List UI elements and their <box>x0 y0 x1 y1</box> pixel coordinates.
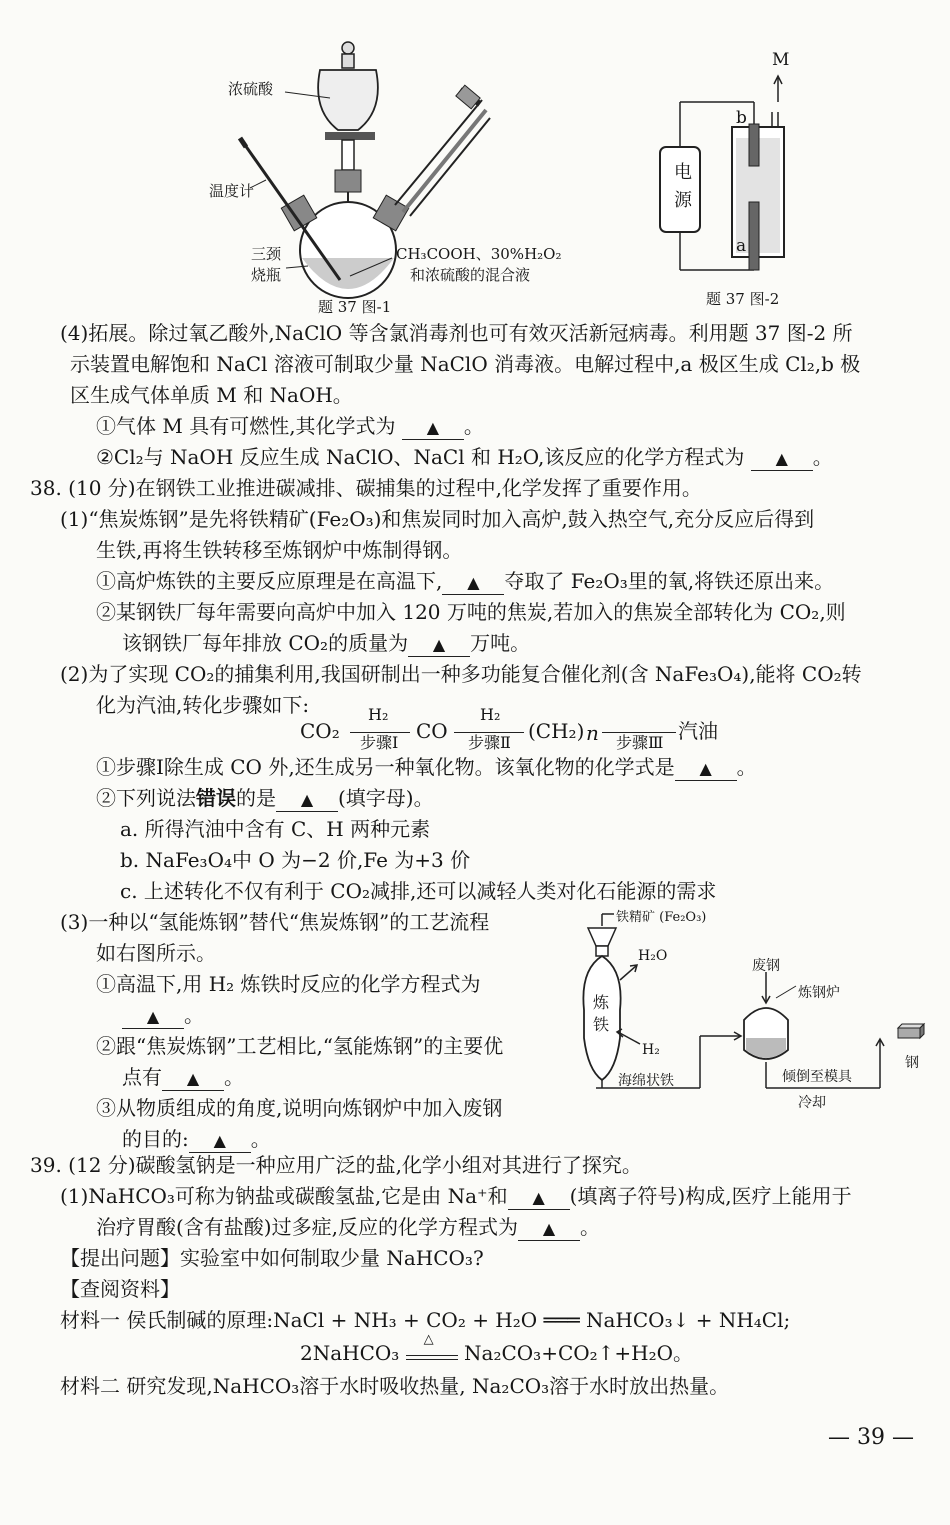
flow-label-scrap: 废钢 <box>752 958 780 974</box>
fig1-label-flask-2: 烧瓶 <box>251 266 282 284</box>
eq-heat-sign <box>406 1332 458 1360</box>
flow-label-h2o: H₂O <box>638 948 668 964</box>
answer-blank[interactable] <box>408 632 470 657</box>
scheme-co2: CO₂ <box>300 719 340 743</box>
scheme-h2-a: H₂ <box>368 705 389 724</box>
q39-question: 【提出问题】实验室中如何制取少量 NaHCO₃? <box>60 1246 484 1270</box>
q39-p1-a: (1)NaHCO₃可称为钠盐或碳酸氢盐,它是由 Na⁺和 <box>60 1184 508 1208</box>
fig2-label-power-1: 电 <box>674 162 692 183</box>
flow-label-sponge-iron: 海绵状铁 <box>618 1073 674 1089</box>
q38-p3-q3: ③从物质组成的角度,说明向炼钢炉中加入废钢 <box>96 1096 503 1120</box>
q38-option-c: c. 上述转化不仅有利于 CO₂减排,还可以减轻人类对化石能源的需求 <box>120 879 717 903</box>
q38-p3-q3-line-2: 的目的: ▲ 。 <box>122 1127 271 1151</box>
q37-4-q2: ②Cl₂与 NaOH 反应生成 NaClO、NaCl 和 H₂O,该反应的化学方程式为 ▲ 。 <box>96 445 833 469</box>
q38-p1-q2: ②某钢铁厂每年需要向高炉中加入 120 万吨的焦炭,若加入的焦炭全部转化为 CO₂,则 <box>96 600 846 624</box>
fig2-label-a: a <box>736 236 747 256</box>
answer-blank[interactable] <box>751 446 813 471</box>
q38-p1-q1-a: ①高炉炼铁的主要反应原理是在高温下, <box>96 569 443 593</box>
delta-icon: △ <box>423 1332 434 1347</box>
flow-label-cool: 冷却 <box>798 1095 826 1111</box>
q39-material-1: 材料一 侯氏制碱的原理:NaCl + NH₃ + CO₂ + H₂O ═══ NaHCO₃↓ + NH₄Cl; <box>60 1308 791 1332</box>
fig1-label-flask-1: 三颈 <box>251 245 282 263</box>
triangle-icon: ▲ <box>432 635 446 654</box>
q38-p2-q1-text: ①步骤Ⅰ除生成 CO 外,还生成另一种氧化物。该氧化物的化学式是 <box>96 755 675 779</box>
answer-blank[interactable] <box>442 570 504 595</box>
scheme-step-1: 步骤Ⅰ <box>360 733 399 752</box>
q37-4-line-3: 区生成气体单质 M 和 NaOH。 <box>70 383 353 407</box>
q39-reference-heading: 【查阅资料】 <box>60 1277 180 1301</box>
q38-p2-q2-c: 的是 <box>236 786 276 810</box>
scheme-step-3: 步骤Ⅲ <box>616 733 664 752</box>
fig2-label-power-2: 源 <box>674 190 692 211</box>
triangle-icon: ▲ <box>542 1219 556 1238</box>
answer-blank[interactable] <box>675 756 737 781</box>
eq-right: Na₂CO₃+CO₂↑+H₂O。 <box>464 1341 694 1365</box>
q37-4-q1-text: ①气体 M 具有可燃性,其化学式为 <box>96 414 396 438</box>
flow-label-h2: H₂ <box>642 1042 660 1058</box>
q38-p2-q2 <box>96 783 434 813</box>
scheme-step-2: 步骤Ⅱ <box>468 733 511 752</box>
flow-label-ore: 铁精矿 (Fe₂O₃) <box>616 910 707 925</box>
q38-p3-q2-b: 点有 <box>122 1065 162 1089</box>
fig1-label-mixture-2: 和浓硫酸的混合液 <box>410 266 531 284</box>
q38-p3-q1-answer: ▲ 。 <box>122 1000 204 1030</box>
q38-p2-line-2: 化为汽油,转化步骤如下: <box>96 693 310 717</box>
q39-p1-b: (填离子符号)构成,医疗上能用于 <box>569 1184 852 1208</box>
q38-p1-q1-b: 夺取了 Fe₂O₃里的氧,将铁还原出来。 <box>504 569 835 593</box>
scheme-co: CO <box>416 719 448 743</box>
answer-blank[interactable] <box>518 1216 580 1241</box>
triangle-icon: ▲ <box>146 1007 160 1026</box>
q39-material-2: 材料二 研究发现,NaHCO₃溶于水时吸收热量, Na₂CO₃溶于水时放出热量。 <box>60 1374 730 1398</box>
q38-p3-line-2: 如右图所示。 <box>96 941 216 965</box>
q38-p3-q2: ②跟“焦炭炼钢”工艺相比,“氢能炼钢”的主要优 <box>96 1034 504 1058</box>
reaction-scheme <box>300 706 720 756</box>
fig2-label-b: b <box>736 108 747 128</box>
q38-p3-q2-line-2: 点有 ▲ 。 <box>122 1065 244 1089</box>
q37-4-q1: ①气体 M 具有可燃性,其化学式为 ▲ 。 <box>96 414 484 438</box>
flow-label-steel: 钢 <box>905 1055 919 1071</box>
answer-blank[interactable] <box>508 1185 570 1210</box>
q39-p1-c: 治疗胃酸(含有盐酸)过多症,反应的化学方程式为 <box>96 1215 518 1239</box>
scheme-ch2: (CH₂) <box>528 719 585 743</box>
q39-p1-line-2: 治疗胃酸(含有盐酸)过多症,反应的化学方程式为 ▲ 。 <box>96 1215 600 1239</box>
fig1-label-acid: 浓硫酸 <box>228 80 274 98</box>
fig2-label-M: M <box>772 50 790 70</box>
flow-label-furnace-1: 炼 <box>593 993 610 1012</box>
flow-label-pour: 倾倒至模具 <box>782 1069 852 1085</box>
q38-p3-q3-b: 的目的: <box>122 1127 189 1151</box>
scheme-h2-b: H₂ <box>480 705 501 724</box>
q38-p1-line-2: 生铁,再将生铁转移至炼钢炉中炼制得钢。 <box>96 538 463 562</box>
q39-material-1-eq <box>300 1332 694 1368</box>
q38-p2-q2-emph: 错误 <box>196 786 236 810</box>
q38-p3-line-1: (3)一种以“氢能炼钢”替代“焦炭炼钢”的工艺流程 <box>60 910 490 934</box>
fig1-caption: 题 37 图-1 <box>318 298 392 316</box>
scheme-gasoline: 汽油 <box>678 719 718 743</box>
q38-p2-q2-a: ②下列说法 <box>96 786 196 810</box>
answer-blank[interactable] <box>402 415 464 440</box>
q38-p2-q2-d: (填字母)。 <box>338 786 434 810</box>
answer-blank[interactable] <box>162 1066 224 1091</box>
q38-p1-q2-b: 该钢铁厂每年排放 CO₂的质量为 <box>122 631 409 655</box>
q38-p3-q1: ①高温下,用 H₂ 炼铁时反应的化学方程式为 <box>96 972 481 996</box>
q38-option-b: b. NaFe₃O₄中 O 为−2 价,Fe 为+3 价 <box>120 848 471 872</box>
flow-label-furnace-2: 铁 <box>593 1015 610 1034</box>
triangle-icon: ▲ <box>426 418 440 437</box>
q38-p1-q2-line-2 <box>122 628 530 658</box>
q38-p2-line-1: (2)为了实现 CO₂的捕集利用,我国研制出一种多功能复合催化剂(含 NaFe₃O₄),能将 CO₂转 <box>60 662 862 686</box>
q38-p1-line-1: (1)“焦炭炼钢”是先将铁精矿(Fe₂O₃)和焦炭同时加入高炉,鼓入热空气,充分反应后得到 <box>60 507 815 531</box>
answer-blank[interactable] <box>122 1004 184 1029</box>
fig1-label-mixture-1: CH₃COOH、30%H₂O₂ <box>396 245 562 263</box>
answer-blank[interactable] <box>276 787 338 812</box>
triangle-icon: ▲ <box>213 1131 226 1150</box>
q38-heading: 38. (10 分)在钢铁工业推进碳减排、碳捕集的过程中,化学发挥了重要作用。 <box>30 476 702 500</box>
triangle-icon: ▲ <box>300 790 314 809</box>
scheme-n: n <box>586 721 599 745</box>
fig2-caption: 题 37 图-2 <box>706 290 780 308</box>
eq-left: 2NaHCO₃ <box>300 1341 400 1365</box>
page-number: — 39 — <box>828 1425 914 1450</box>
q38-p1-q1 <box>96 566 834 596</box>
fig1-label-thermometer: 温度计 <box>209 182 255 200</box>
q37-4-q2-text: ②Cl₂与 NaOH 反应生成 NaClO、NaCl 和 H₂O,该反应的化学方程式为 <box>96 445 745 469</box>
triangle-icon: ▲ <box>532 1188 545 1207</box>
q37-4-line-2: 示装置电解饱和 NaCl 溶液可制取少量 NaClO 消毒液。电解过程中,a 极区生成 Cl₂,b 极 <box>70 352 861 376</box>
q39-heading: 39. (12 分)碳酸氢钠是一种应用广泛的盐,化学小组对其进行了探究。 <box>30 1153 642 1177</box>
q39-p1 <box>60 1181 852 1211</box>
triangle-icon: ▲ <box>775 449 788 468</box>
q37-4-line-1: (4)拓展。除过氧乙酸外,NaClO 等含氯消毒剂也可有效灭活新冠病毒。利用题 37 图-2 所 <box>60 321 853 345</box>
q38-p2-q1: ①步骤Ⅰ除生成 CO 外,还生成另一种氧化物。该氧化物的化学式是 ▲ 。 <box>96 755 757 779</box>
triangle-icon: ▲ <box>699 759 712 778</box>
triangle-icon: ▲ <box>467 573 480 592</box>
flow-label-steel-furnace: 炼钢炉 <box>798 985 840 1001</box>
q38-p1-q2-c: 万吨。 <box>470 631 531 655</box>
triangle-icon: ▲ <box>186 1069 200 1088</box>
q38-option-a: a. 所得汽油中含有 C、H 两种元素 <box>120 817 431 841</box>
